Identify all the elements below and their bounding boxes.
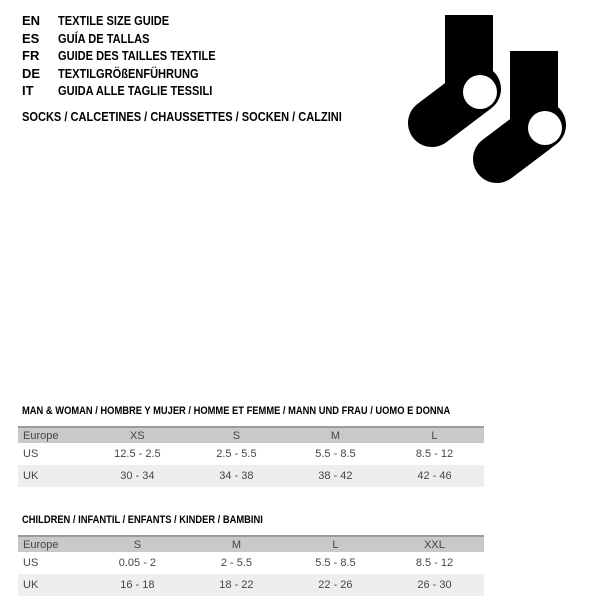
category-text: SOCKS / CALCETINES / CHAUSSETTES / SOCKEN / CALZINI (22, 109, 342, 124)
size-cell: 12.5 - 2.5 (114, 448, 161, 460)
children-table-title: CHILDREN / INFANTIL / ENFANTS / KINDER / BAMBINI (22, 514, 263, 526)
language-row (22, 30, 243, 48)
table-row-uk (18, 465, 484, 487)
column-header-europe: Europe (18, 536, 88, 552)
column-header-size: L (286, 536, 385, 552)
size-cell: 34 - 38 (219, 470, 254, 482)
size-cell: 16 - 18 (120, 579, 155, 591)
language-row (22, 82, 243, 100)
size-cell: 2 - 5.5 (220, 557, 252, 569)
table-row-us (18, 443, 484, 465)
sock-left-icon (432, 15, 497, 123)
man-woman-size-table (18, 426, 484, 487)
size-cell: 2.5 - 5.5 (216, 448, 257, 460)
size-cell: 8.5 - 12 (415, 448, 454, 460)
children-size-section (18, 514, 484, 596)
table-row-us (18, 552, 484, 574)
column-header-size: XXL (385, 536, 484, 552)
column-header-size: M (286, 427, 385, 443)
table-row-uk (18, 574, 484, 596)
language-label: GUÍA DE TALLAS (58, 30, 150, 46)
language-row (22, 12, 243, 30)
language-code: IT (22, 83, 34, 99)
table-header-row (18, 536, 484, 552)
size-cell: 30 - 34 (120, 470, 155, 482)
region-cell: UK (23, 579, 39, 591)
language-label: GUIDA ALLE TAGLIE TESSILI (58, 83, 213, 99)
column-header-size: L (385, 427, 484, 443)
column-header-size: S (187, 427, 286, 443)
column-header-size: M (187, 536, 286, 552)
language-list (22, 12, 243, 100)
size-cell: 0.05 - 2 (118, 557, 157, 569)
language-code: ES (22, 30, 40, 46)
size-cell: 42 - 46 (417, 470, 452, 482)
region-cell: US (23, 448, 39, 460)
column-header-size: S (88, 536, 187, 552)
language-code: DE (22, 65, 41, 81)
table-header-row (18, 427, 484, 443)
language-label: TEXTILE SIZE GUIDE (58, 13, 170, 29)
size-cell: 5.5 - 8.5 (315, 557, 356, 569)
column-header-europe: Europe (18, 427, 88, 443)
language-label: TEXTILGRÖßENFÜHRUNG (58, 65, 199, 81)
language-row (22, 65, 243, 83)
socks-icon (396, 10, 574, 205)
region-cell: US (23, 557, 39, 569)
category-line (22, 109, 398, 124)
children-size-table (18, 535, 484, 596)
column-header-size: XS (88, 427, 187, 443)
size-cell: 22 - 26 (318, 579, 353, 591)
size-cell: 18 - 22 (219, 579, 254, 591)
size-cell: 8.5 - 12 (415, 557, 454, 569)
man-woman-size-section (18, 405, 484, 487)
size-cell: 38 - 42 (318, 470, 353, 482)
size-cell: 5.5 - 8.5 (315, 448, 356, 460)
man-woman-table-title: MAN & WOMAN / HOMBRE Y MUJER / HOMME ET FEMME / MANN UND FRAU / UOMO E DONNA (22, 405, 451, 417)
size-cell: 26 - 30 (417, 579, 452, 591)
language-code: EN (22, 13, 41, 29)
sock-right-icon (497, 51, 562, 159)
region-cell: UK (23, 470, 39, 482)
language-row (22, 47, 243, 65)
language-code: FR (22, 48, 40, 64)
language-label: GUIDE DES TAILLES TEXTILE (58, 48, 216, 64)
